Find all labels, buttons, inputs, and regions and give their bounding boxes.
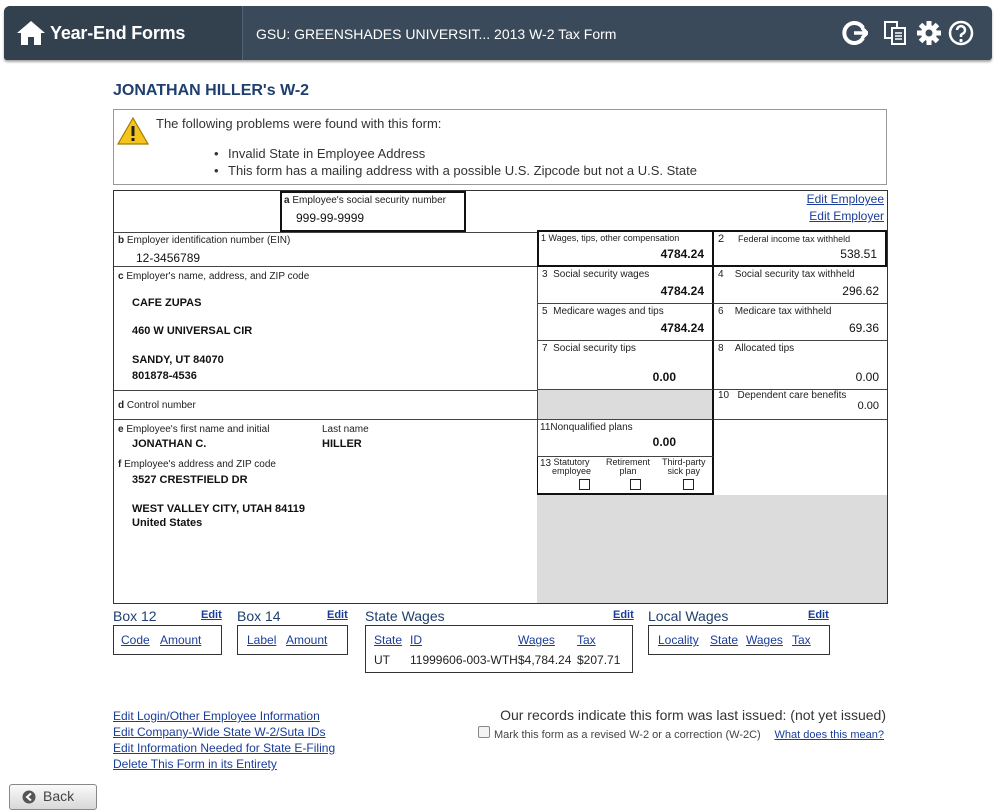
header-subtitle: GSU: GREENSHADES UNIVERSIT... 2013 W-2 Tax Form [256, 26, 617, 42]
help-icon[interactable] [948, 20, 974, 46]
box-1-value: 4784.24 [660, 247, 704, 261]
state-wages-title: State Wages [365, 608, 445, 624]
box-b-ein[interactable] [114, 232, 537, 267]
employee-address-line3: United States [132, 517, 203, 529]
state-row-state: UT [374, 653, 390, 667]
box-11-value: 0.00 [652, 435, 676, 449]
statutory-label [552, 458, 591, 476]
box12-edit-link[interactable]: Edit [201, 609, 222, 621]
box-3-value: 4784.24 [660, 284, 704, 298]
box14-amount-header[interactable]: Amount [286, 633, 328, 647]
local-col-wages[interactable]: Wages [746, 633, 783, 647]
ssn-value: 999-99-9999 [296, 211, 365, 225]
box-e-letter: e [118, 424, 124, 435]
thirdparty-text: Third-party [662, 457, 706, 467]
box-d-control[interactable] [114, 391, 537, 420]
ein-value: 12-3456789 [136, 251, 201, 265]
box-13-checkboxes [537, 457, 714, 495]
local-wages-title: Local Wages [648, 608, 729, 624]
employer-name: CAFE ZUPAS [132, 297, 202, 309]
box-3-num: 3 [542, 269, 548, 280]
box-a-label: Employee's social security number [292, 195, 446, 206]
local-wages-edit-link[interactable]: Edit [808, 609, 829, 621]
employee-last-name: HILLER [322, 438, 362, 450]
box14-title: Box 14 [237, 608, 281, 624]
box-8-value: 0.00 [855, 370, 879, 384]
state-col-tax[interactable]: Tax [577, 633, 596, 647]
warning-title: The following problems were found with this form: [156, 116, 442, 131]
state-col-state[interactable]: State [374, 633, 403, 647]
warning-item: • This form has a mailing address with a possible U.S. Zipcode but not a U.S. State [214, 163, 697, 180]
app-header [4, 6, 992, 60]
box-e-f-employee[interactable] [114, 420, 537, 603]
employee-first-name: JONATHAN C. [132, 438, 207, 450]
box-e-first-label: Employee's first name and initial [126, 424, 270, 435]
employer-phone: 801878-4536 [132, 370, 197, 382]
box-10-label: Dependent care benefits [737, 390, 847, 401]
box-d-letter: d [118, 400, 125, 411]
thirdparty-checkbox[interactable] [683, 479, 694, 490]
edit-employee-link[interactable]: Edit Employee [806, 192, 884, 206]
edit-employer-link[interactable]: Edit Employer [809, 209, 884, 223]
employee-address-line1: 3527 CRESTFIELD DR [132, 474, 248, 486]
app-title: Year-End Forms [50, 23, 186, 43]
warning-list [214, 146, 697, 180]
local-col-state[interactable]: State [710, 633, 739, 647]
box-1-label: Wages, tips, other compensation [548, 233, 680, 243]
box12-amount-header[interactable]: Amount [160, 633, 202, 647]
box-2-num: 2 [718, 233, 725, 245]
grey-filler [537, 495, 887, 603]
plan-text: plan [619, 466, 637, 476]
box-f-letter: f [118, 459, 122, 470]
box-c-label: Employer's name, address, and ZIP code [126, 271, 310, 282]
box12-code-header[interactable]: Code [121, 633, 150, 647]
box-3-label: Social security wages [553, 269, 650, 280]
box12-title: Box 12 [113, 608, 157, 624]
state-row-id: 11999606-003-WTH [410, 653, 518, 667]
box14-label-header[interactable]: Label [247, 633, 277, 647]
box-5-medicare-wages[interactable] [537, 304, 714, 341]
gear-icon[interactable] [916, 20, 942, 46]
box-2-label: Federal income tax withheld [738, 234, 851, 244]
home-icon[interactable] [16, 20, 46, 46]
box-7-ss-tips[interactable] [537, 341, 714, 390]
logout-icon[interactable] [842, 20, 868, 46]
employee-text: employee [552, 466, 592, 476]
back-arrow-icon [22, 790, 36, 804]
box-4-value: 296.62 [842, 284, 879, 298]
revised-checkbox[interactable] [478, 726, 490, 738]
employer-address: 460 W UNIVERSAL CIR [132, 325, 253, 337]
local-col-tax[interactable]: Tax [792, 633, 811, 647]
edit-login-link[interactable]: Edit Login/Other Employee Information [113, 709, 320, 723]
box-a-letter: a [284, 195, 290, 206]
retirement-label [606, 458, 650, 476]
box-c-employer[interactable] [114, 267, 537, 391]
box-11-label: Nonqualified plans [550, 422, 633, 433]
box-b-label: Employer identification number (EIN) [126, 235, 291, 246]
local-wages-table [648, 625, 830, 655]
box-11-num: 11 [540, 422, 551, 433]
box-5-num: 5 [542, 306, 548, 317]
page-title: JONATHAN HILLER's W-2 [113, 82, 310, 99]
employee-address-line2: WEST VALLEY CITY, UTAH 84119 [132, 503, 305, 515]
box-d-label: Control number [126, 400, 196, 411]
statutory-checkbox[interactable] [579, 479, 590, 490]
box-6-medicare-tax[interactable] [714, 304, 887, 341]
thirdparty-label [662, 458, 706, 476]
box-c-letter: c [118, 271, 124, 282]
state-wages-edit-link[interactable]: Edit [613, 609, 634, 621]
retirement-checkbox[interactable] [630, 479, 641, 490]
box-8-allocated-tips[interactable] [714, 341, 887, 390]
box-2-federal-tax[interactable] [714, 230, 887, 267]
box-7-value: 0.00 [652, 370, 676, 384]
retirement-text: Retirement [606, 457, 651, 467]
sickpay-text: sick pay [667, 466, 701, 476]
box14-table [237, 625, 348, 655]
box-7-num: 7 [542, 343, 548, 354]
warning-icon [117, 116, 149, 146]
delete-form-link[interactable]: Delete This Form in its Entirety [113, 757, 277, 771]
box-7-label: Social security tips [553, 343, 636, 354]
box-8-label: Allocated tips [734, 343, 795, 354]
box-a-ssn[interactable] [280, 191, 466, 232]
box-6-num: 6 [718, 306, 724, 317]
local-col-locality[interactable]: Locality [658, 633, 699, 647]
revised-label: Mark this form as a revised W-2 or a correction (W-2C) [494, 729, 761, 741]
issued-status: Our records indicate this form was last issued: (not yet issued) [500, 707, 886, 723]
state-col-id[interactable]: ID [410, 633, 422, 647]
what-does-this-mean-link[interactable]: What does this mean? [774, 729, 884, 741]
box-5-value: 4784.24 [660, 321, 704, 335]
box-10-dependent-care[interactable] [714, 390, 887, 420]
box-8-num: 8 [718, 343, 724, 354]
edit-state-ids-link[interactable]: Edit Company-Wide State W-2/Suta IDs [113, 725, 326, 739]
edit-efiling-link[interactable]: Edit Information Needed for State E-Filing [113, 741, 336, 755]
state-wages-table [365, 625, 633, 673]
box-1-wages[interactable] [537, 230, 714, 267]
state-col-wages[interactable]: Wages [518, 633, 555, 647]
box-10-value: 0.00 [857, 400, 879, 412]
box14-edit-link[interactable]: Edit [327, 609, 348, 621]
back-button[interactable] [9, 784, 97, 810]
box-5-label: Medicare wages and tips [553, 306, 664, 317]
box-4-label: Social security tax withheld [734, 269, 855, 280]
w2-form [113, 190, 888, 604]
employer-city: SANDY, UT 84070 [132, 354, 224, 366]
state-row-wages: $4,784.24 [518, 653, 572, 667]
warning-panel [113, 109, 887, 185]
box-6-label: Medicare tax withheld [734, 306, 832, 317]
box-3-ss-wages[interactable] [537, 267, 714, 304]
copy-icon[interactable] [882, 20, 908, 46]
box12-table [113, 625, 222, 655]
statutory-text: Statutory [553, 457, 590, 467]
box-11-nonqualified[interactable] [537, 420, 714, 457]
brand-area[interactable] [4, 6, 243, 60]
box-13-num: 13 [540, 458, 552, 469]
back-label: Back [43, 788, 75, 804]
box-2-value: 538.51 [840, 247, 877, 261]
state-row-tax: $207.71 [577, 653, 621, 667]
box-1-num: 1 [541, 233, 547, 243]
box-4-num: 4 [718, 269, 724, 280]
box-4-ss-tax[interactable] [714, 267, 887, 304]
box-e-last-label: Last name [322, 424, 369, 435]
box-6-value: 69.36 [848, 321, 879, 335]
box-10-num: 10 [718, 390, 730, 401]
box-f-label: Employee's address and ZIP code [124, 459, 276, 470]
warning-item: • Invalid State in Employee Address [214, 146, 697, 163]
box-9-blank [537, 390, 714, 420]
box-b-letter: b [118, 235, 125, 246]
